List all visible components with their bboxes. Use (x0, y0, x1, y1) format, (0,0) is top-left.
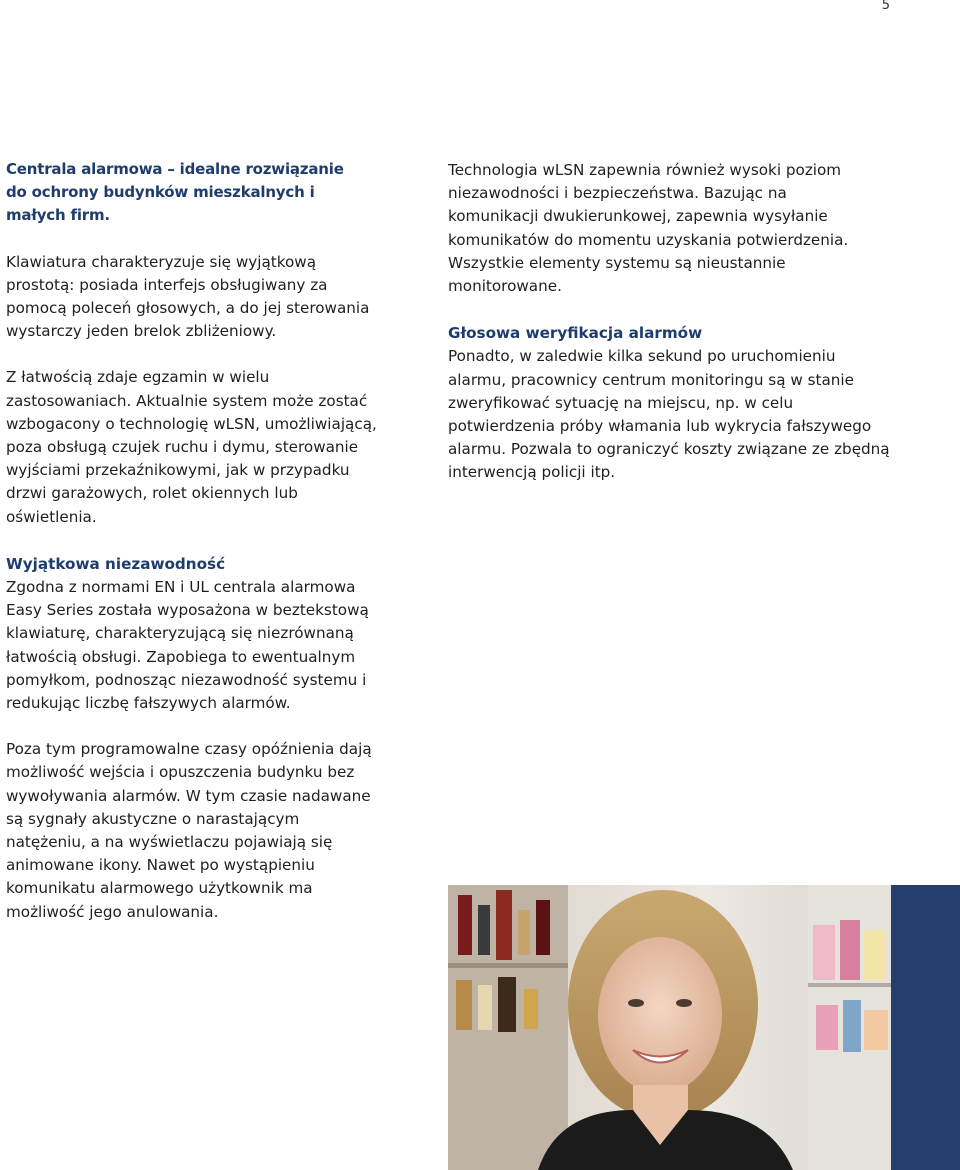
shop-photo (448, 885, 960, 1170)
intro-heading: Centrala alarmowa – idealne rozwiązanie do ochrony budynków mieszkalnych i małych firm. (6, 160, 344, 225)
reliability-heading: Wyjątkowa niezawodność (6, 554, 226, 573)
page-number: 5 (881, 0, 890, 13)
left-column (6, 158, 426, 924)
applications-paragraph: Z łatwością zdaje egzamin w wielu zastosowaniach. Aktualnie system może zostać wzbogacony o technologię wLSN, umożliwiającą, poza obsługą czujek ruchu i dymu, sterowanie wyjściami przekaźnikowymi, jak w przypadku drzwi garażowych, rolet okiennych lub oświetlenia. (6, 368, 377, 526)
wlsn-paragraph: Technologia wLSN zapewnia również wysoki poziom niezawodności i bezpieczeństwa. Bazując na komunikacji dwukierunkowej, zapewnia wysyłanie komunikatów do momentu uzyskania potwierdzenia. Wszystkie elementy systemu są nieustannie monitorowane. (448, 161, 849, 296)
woman-in-shop-image (448, 885, 960, 1170)
delay-paragraph: Poza tym programowalne czasy opóźnienia dają możliwość wejścia i opuszczenia budynku bez wywoływania alarmów. W tym czasie nadawane są sygnały akustyczne o narastającym natężeniu, a na wyświetlaczu pojawiają się animowane ikony. Nawet po wystąpieniu komunikatu alarmowego użytkownik ma możliwość jego anulowania. (6, 740, 372, 921)
voice-verification-paragraph: Ponadto, w zaledwie kilka sekund po uruchomieniu alarmu, pracownicy centrum monitoringu są w stanie zweryfikować sytuację na miejscu, np. w celu potwierdzenia próby włamania lub wykrycia fałszywego alarmu. Pozwala to ograniczyć koszty związane ze zbędną interwencją policji itp. (448, 347, 890, 482)
keypad-paragraph: Klawiatura charakteryzuje się wyjątkową prostotą: posiada interfejs obsługiwany za pomocą poleceń głosowych, a do jej sterowania wystarczy jeden brelok zbliżeniowy. (6, 252, 370, 341)
voice-verification-heading: Głosowa weryfikacja alarmów (448, 324, 703, 343)
reliability-paragraph: Zgodna z normami EN i UL centrala alarmowa Easy Series została wyposażona w beztekstową klawiaturę, charakteryzującą się niezrównaną łatwością obsługi. Zapobiega to ewentualnym pomyłkom, podnosząc niezawodność systemu i redukując liczbę fałszywych alarmów. (6, 578, 369, 713)
right-column (448, 159, 918, 485)
